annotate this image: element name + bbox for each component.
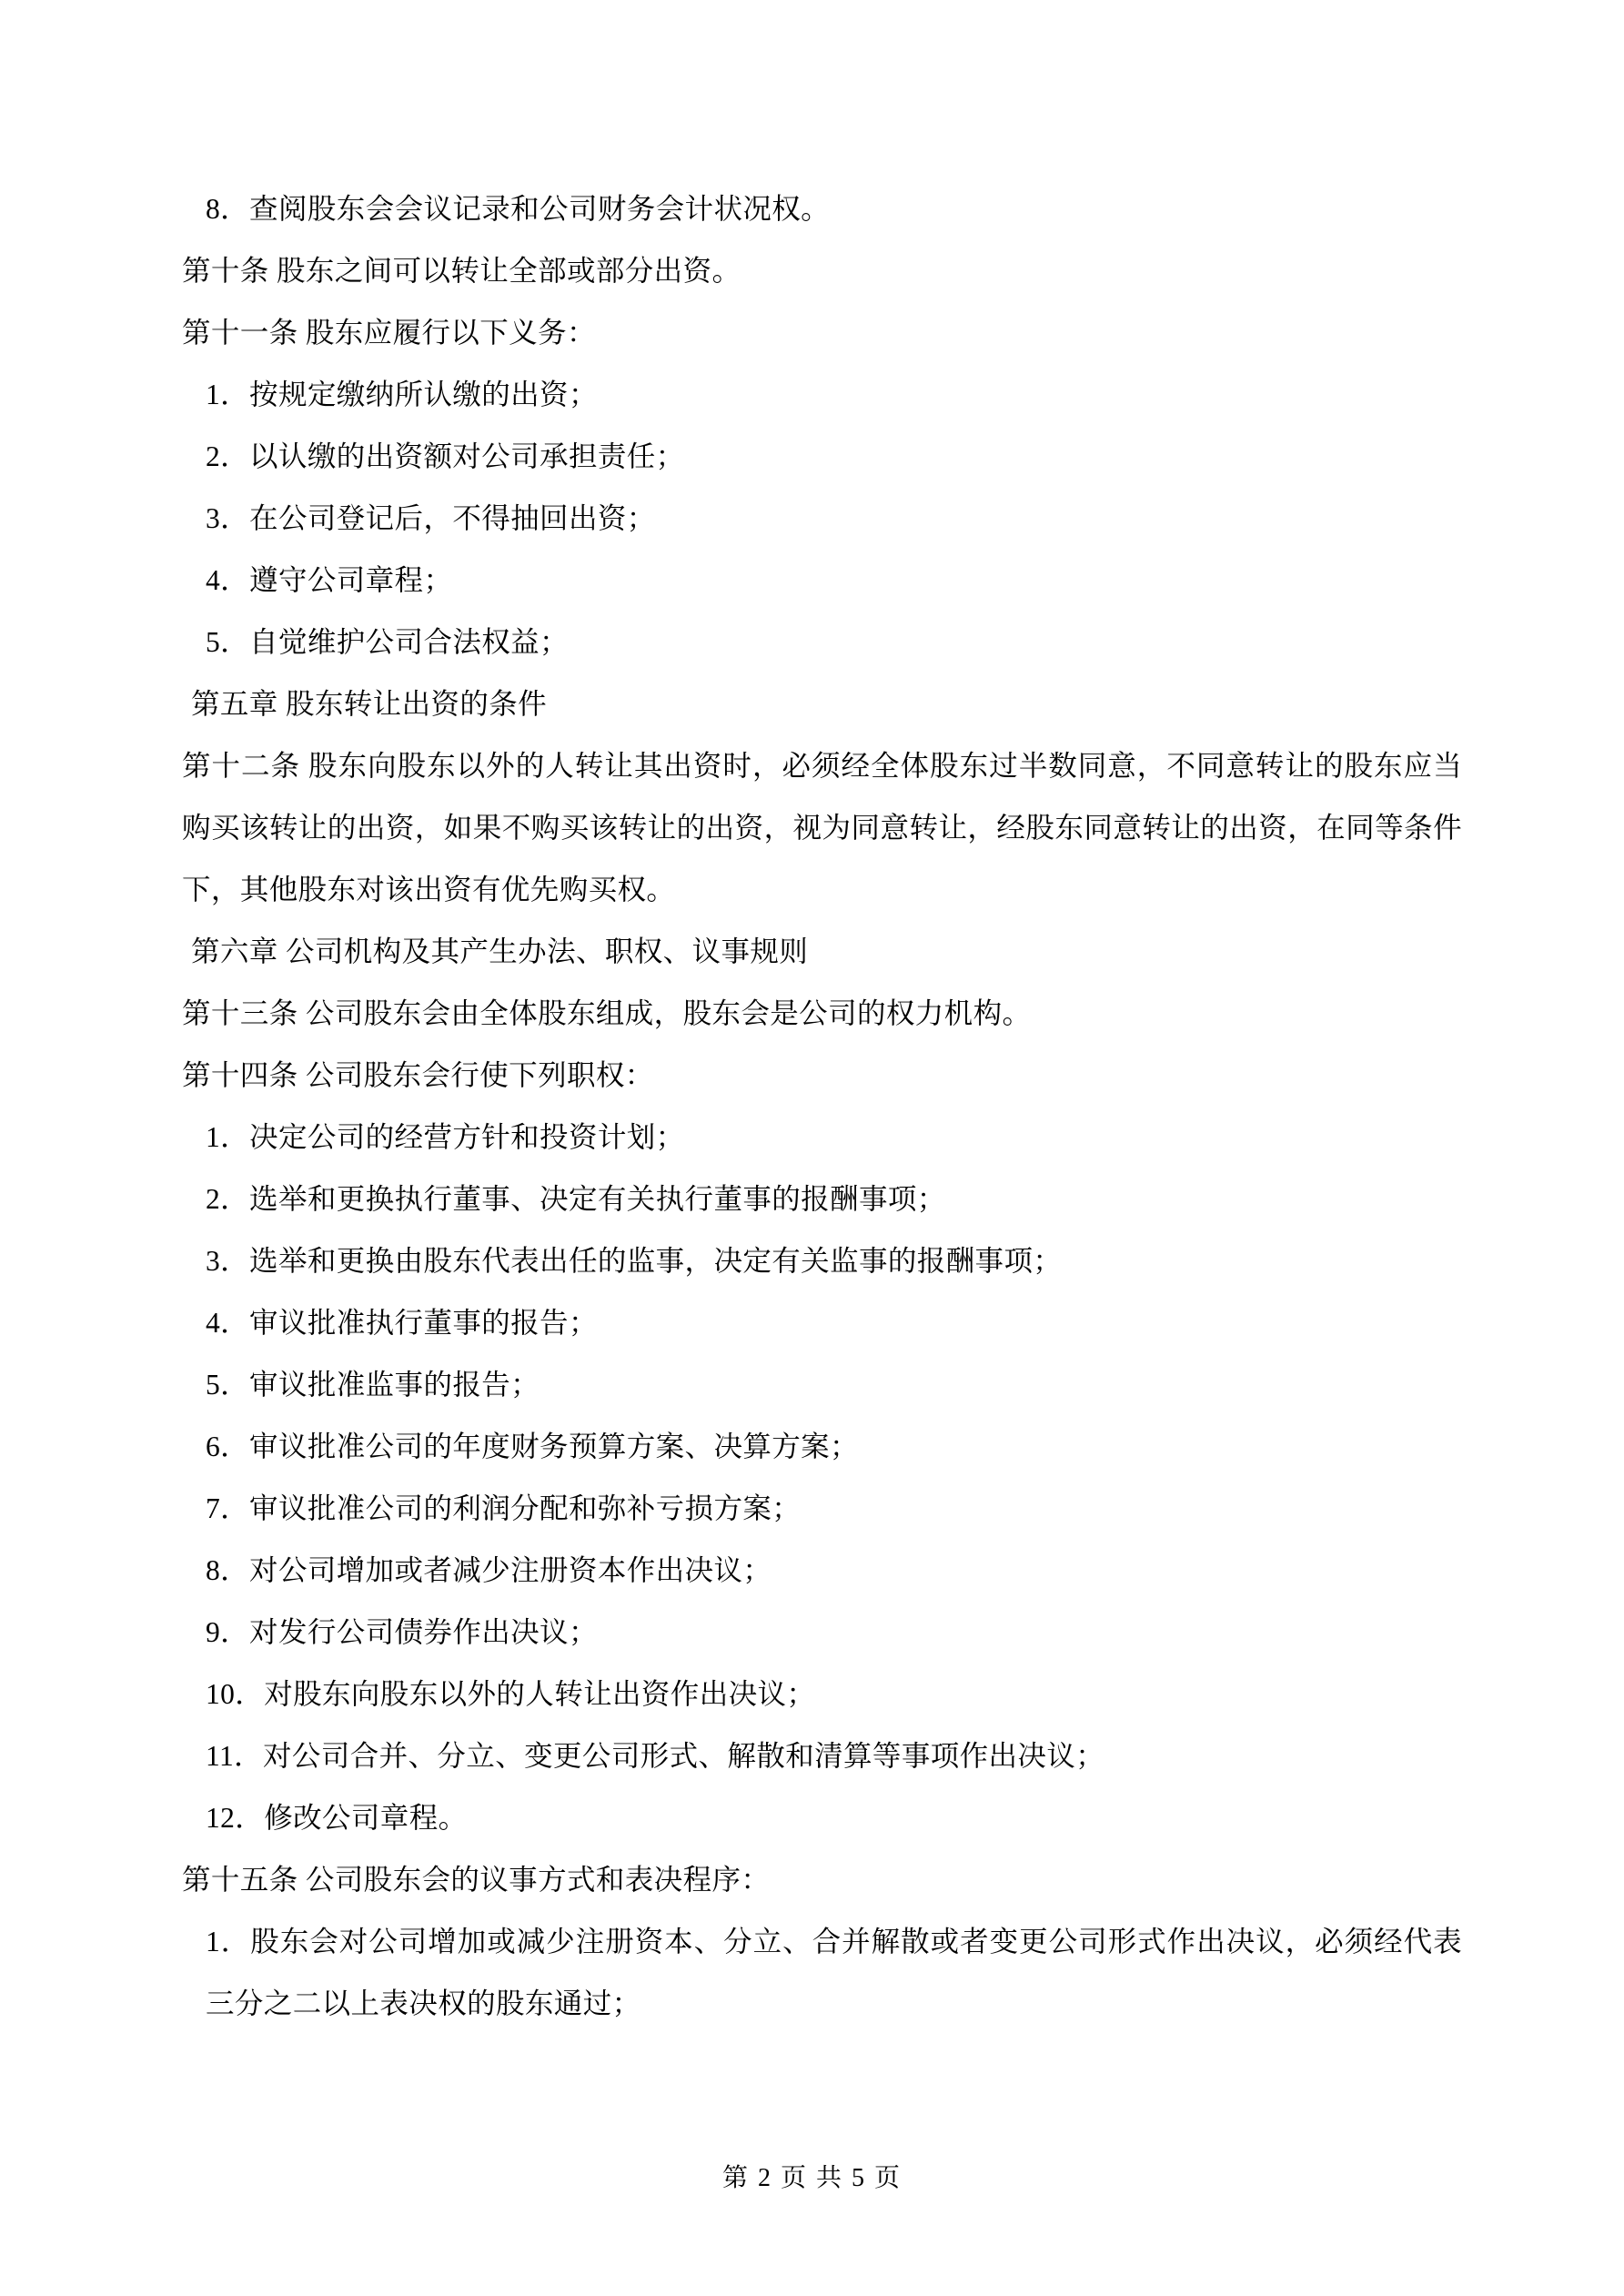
list-item: 8．对公司增加或者减少注册资本作出决议；: [206, 1554, 772, 1586]
list-item: 12．修改公司章程。: [206, 1802, 468, 1834]
page-footer: 第 2 页 共 5 页: [721, 2164, 902, 2192]
list-item: 3．在公司登记后，不得抽回出资；: [206, 502, 656, 534]
list-item: 11．对公司合并、分立、变更公司形式、解散和清算等事项作出决议；: [206, 1740, 1105, 1772]
list-item: 1．按规定缴纳所认缴的出资；: [206, 379, 598, 410]
clause: 第十三条 公司股东会由全体股东组成，股东会是公司的权力机构。: [182, 997, 1032, 1029]
list-item: 1．决定公司的经营方针和投资计划；: [206, 1121, 685, 1153]
list-item: 8．查阅股东会会议记录和公司财务会计状况权。: [206, 193, 831, 225]
clause: 第十五条 公司股东会的议事方式和表决程序：: [182, 1864, 771, 1896]
clause: 第十条 股东之间可以转让全部或部分出资。: [182, 255, 741, 287]
clause: 第十四条 公司股东会行使下列职权：: [182, 1059, 654, 1091]
list-item: 1．股东会对公司增加或减少注册资本、分立、合并解散或者变更公司形式作出决议，必须经代表三分之二以上表决权的股东通过；: [206, 1926, 1462, 2019]
list-item: 7．审议批准公司的利润分配和弥补亏损方案；: [206, 1492, 802, 1524]
list-item: 6．审议批准公司的年度财务预算方案、决算方案；: [206, 1431, 859, 1462]
chapter-heading: 第六章 公司机构及其产生办法、职权、议事规则: [191, 936, 809, 967]
list-item: 4．审议批准执行董事的报告；: [206, 1307, 598, 1339]
list-item: 3．选举和更换由股东代表出任的监事，决定有关监事的报酬事项；: [206, 1245, 1063, 1277]
clause: 第十一条 股东应履行以下义务：: [182, 317, 596, 349]
list-item: 4．遵守公司章程；: [206, 564, 453, 596]
clause: 第十二条 股东向股东以外的人转让其出资时，必须经全体股东过半数同意，不同意转让的股东应当购买该转让的出资，如果不购买该转让的出资，视为同意转让，经股东同意转让的出资，在同等条件下，其他股东对该出资有优先购买权。: [182, 750, 1462, 905]
chapter-heading: 第五章 股东转让出资的条件: [191, 688, 548, 720]
list-item: 5．自觉维护公司合法权益；: [206, 626, 569, 658]
list-item: 2．选举和更换执行董事、决定有关执行董事的报酬事项；: [206, 1183, 946, 1215]
list-item: 10．对股东向股东以外的人转让出资作出决议；: [206, 1678, 816, 1710]
list-item: 9．对发行公司债券作出决议；: [206, 1616, 598, 1648]
list-item: 2．以认缴的出资额对公司承担责任；: [206, 440, 685, 472]
list-item: 5．审议批准监事的报告；: [206, 1369, 540, 1401]
document-body: [182, 178, 1462, 2035]
